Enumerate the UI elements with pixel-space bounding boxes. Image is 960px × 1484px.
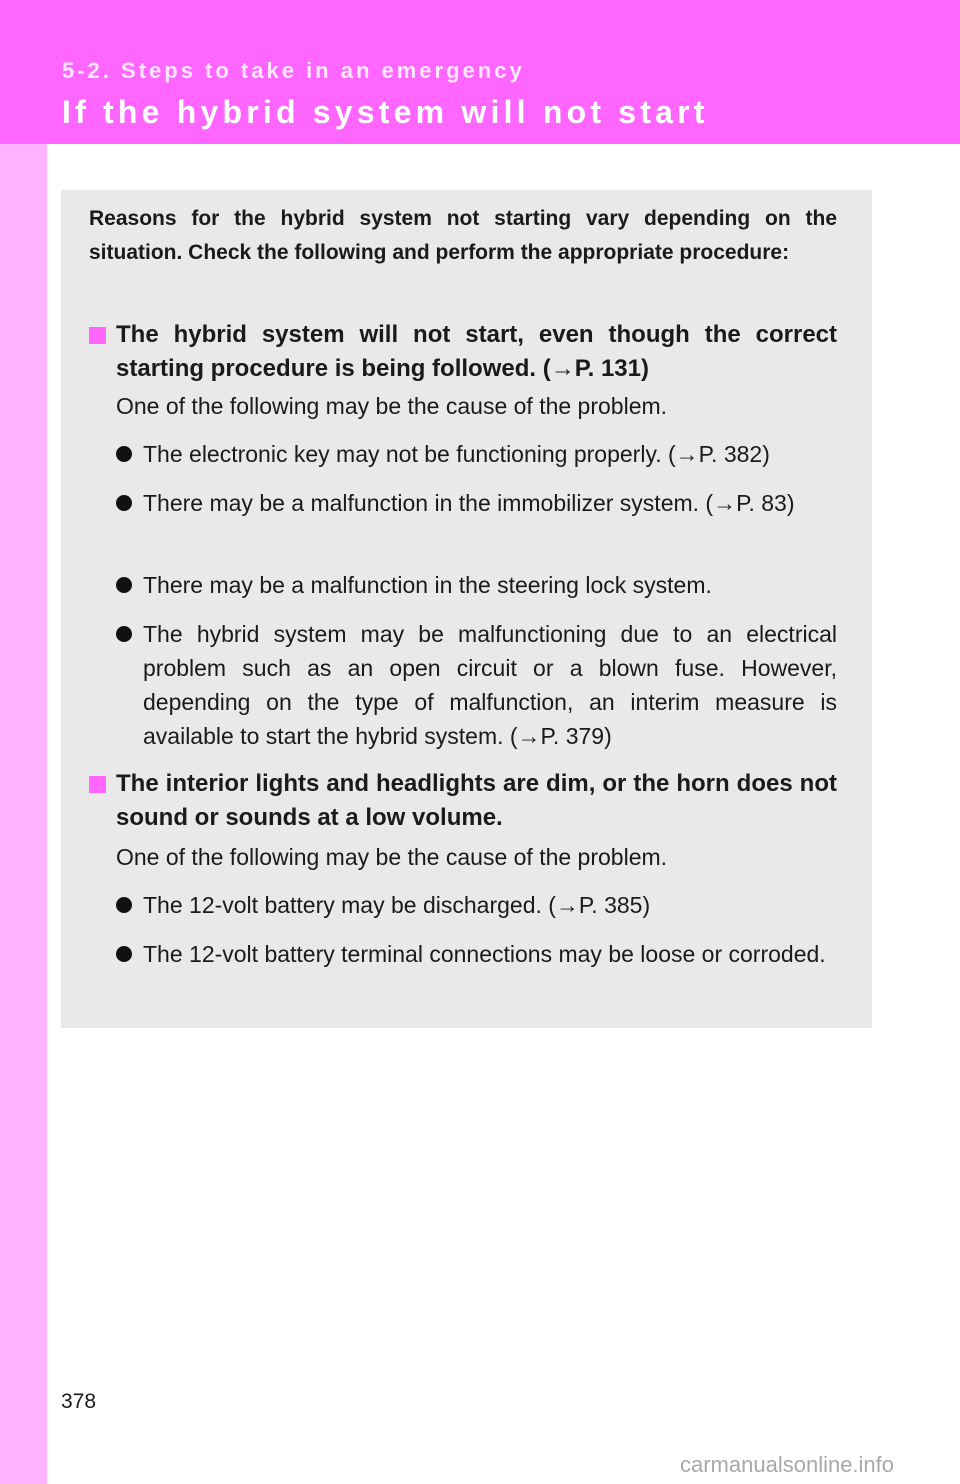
page-title: If the hybrid system will not start [62,94,709,130]
bullet-dot-icon [116,946,132,962]
content-box [61,190,872,1028]
intro-text: Reasons for the hybrid system not starting vary depending on the situation. Check the following and perform the appropriate procedure: [89,207,837,264]
section-lead-1: One of the following may be the cause of the problem. [116,393,668,419]
bullet-dot-icon [116,577,132,593]
watermark: carmanualsonline.info [680,1452,895,1477]
list-item [143,937,837,971]
bullet-dot-icon [116,897,132,913]
section-label: 5-2. Steps to take in an emergency [62,58,525,83]
list-item-text: The hybrid system may be malfunctioning due to an electrical problem such as an open circuit or a blown fuse. However, depending on the type of malfunction, an interim measure is available to start the hybrid system. (→P. 379) [143,621,837,749]
page-number: 378 [61,1390,97,1413]
square-marker-icon [89,776,106,793]
list-item [143,888,837,922]
list-item [143,486,837,520]
section-heading-2-text: The interior lights and headlights are dim, or the horn does not sound or sounds at a low volume. [116,770,837,831]
list-item-text: The 12-volt battery terminal connections may be loose or corroded. [143,941,826,967]
section-heading-2 [116,767,837,835]
section-lead-2: One of the following may be the cause of the problem. [116,844,668,870]
section-heading-1-text: The hybrid system will not start, even though the correct starting procedure is being followed. (→P. 131) [116,321,837,382]
square-marker-icon [89,327,106,344]
bullet-dot-icon [116,626,132,642]
left-stripe [0,144,47,1484]
list-item-text: The electronic key may not be functioning properly. (→P. 382) [143,441,770,467]
bullet-dot-icon [116,446,132,462]
list-item-text: There may be a malfunction in the immobilizer system. (→P. 83) [143,490,795,516]
list-item [143,568,837,602]
bullet-dot-icon [116,495,132,511]
list-item-text: The 12-volt battery may be discharged. (→P. 385) [143,892,651,918]
list-item-text: There may be a malfunction in the steering lock system. [143,572,712,598]
list-item [143,437,837,471]
list-item [143,617,837,753]
section-heading-1 [116,318,837,386]
